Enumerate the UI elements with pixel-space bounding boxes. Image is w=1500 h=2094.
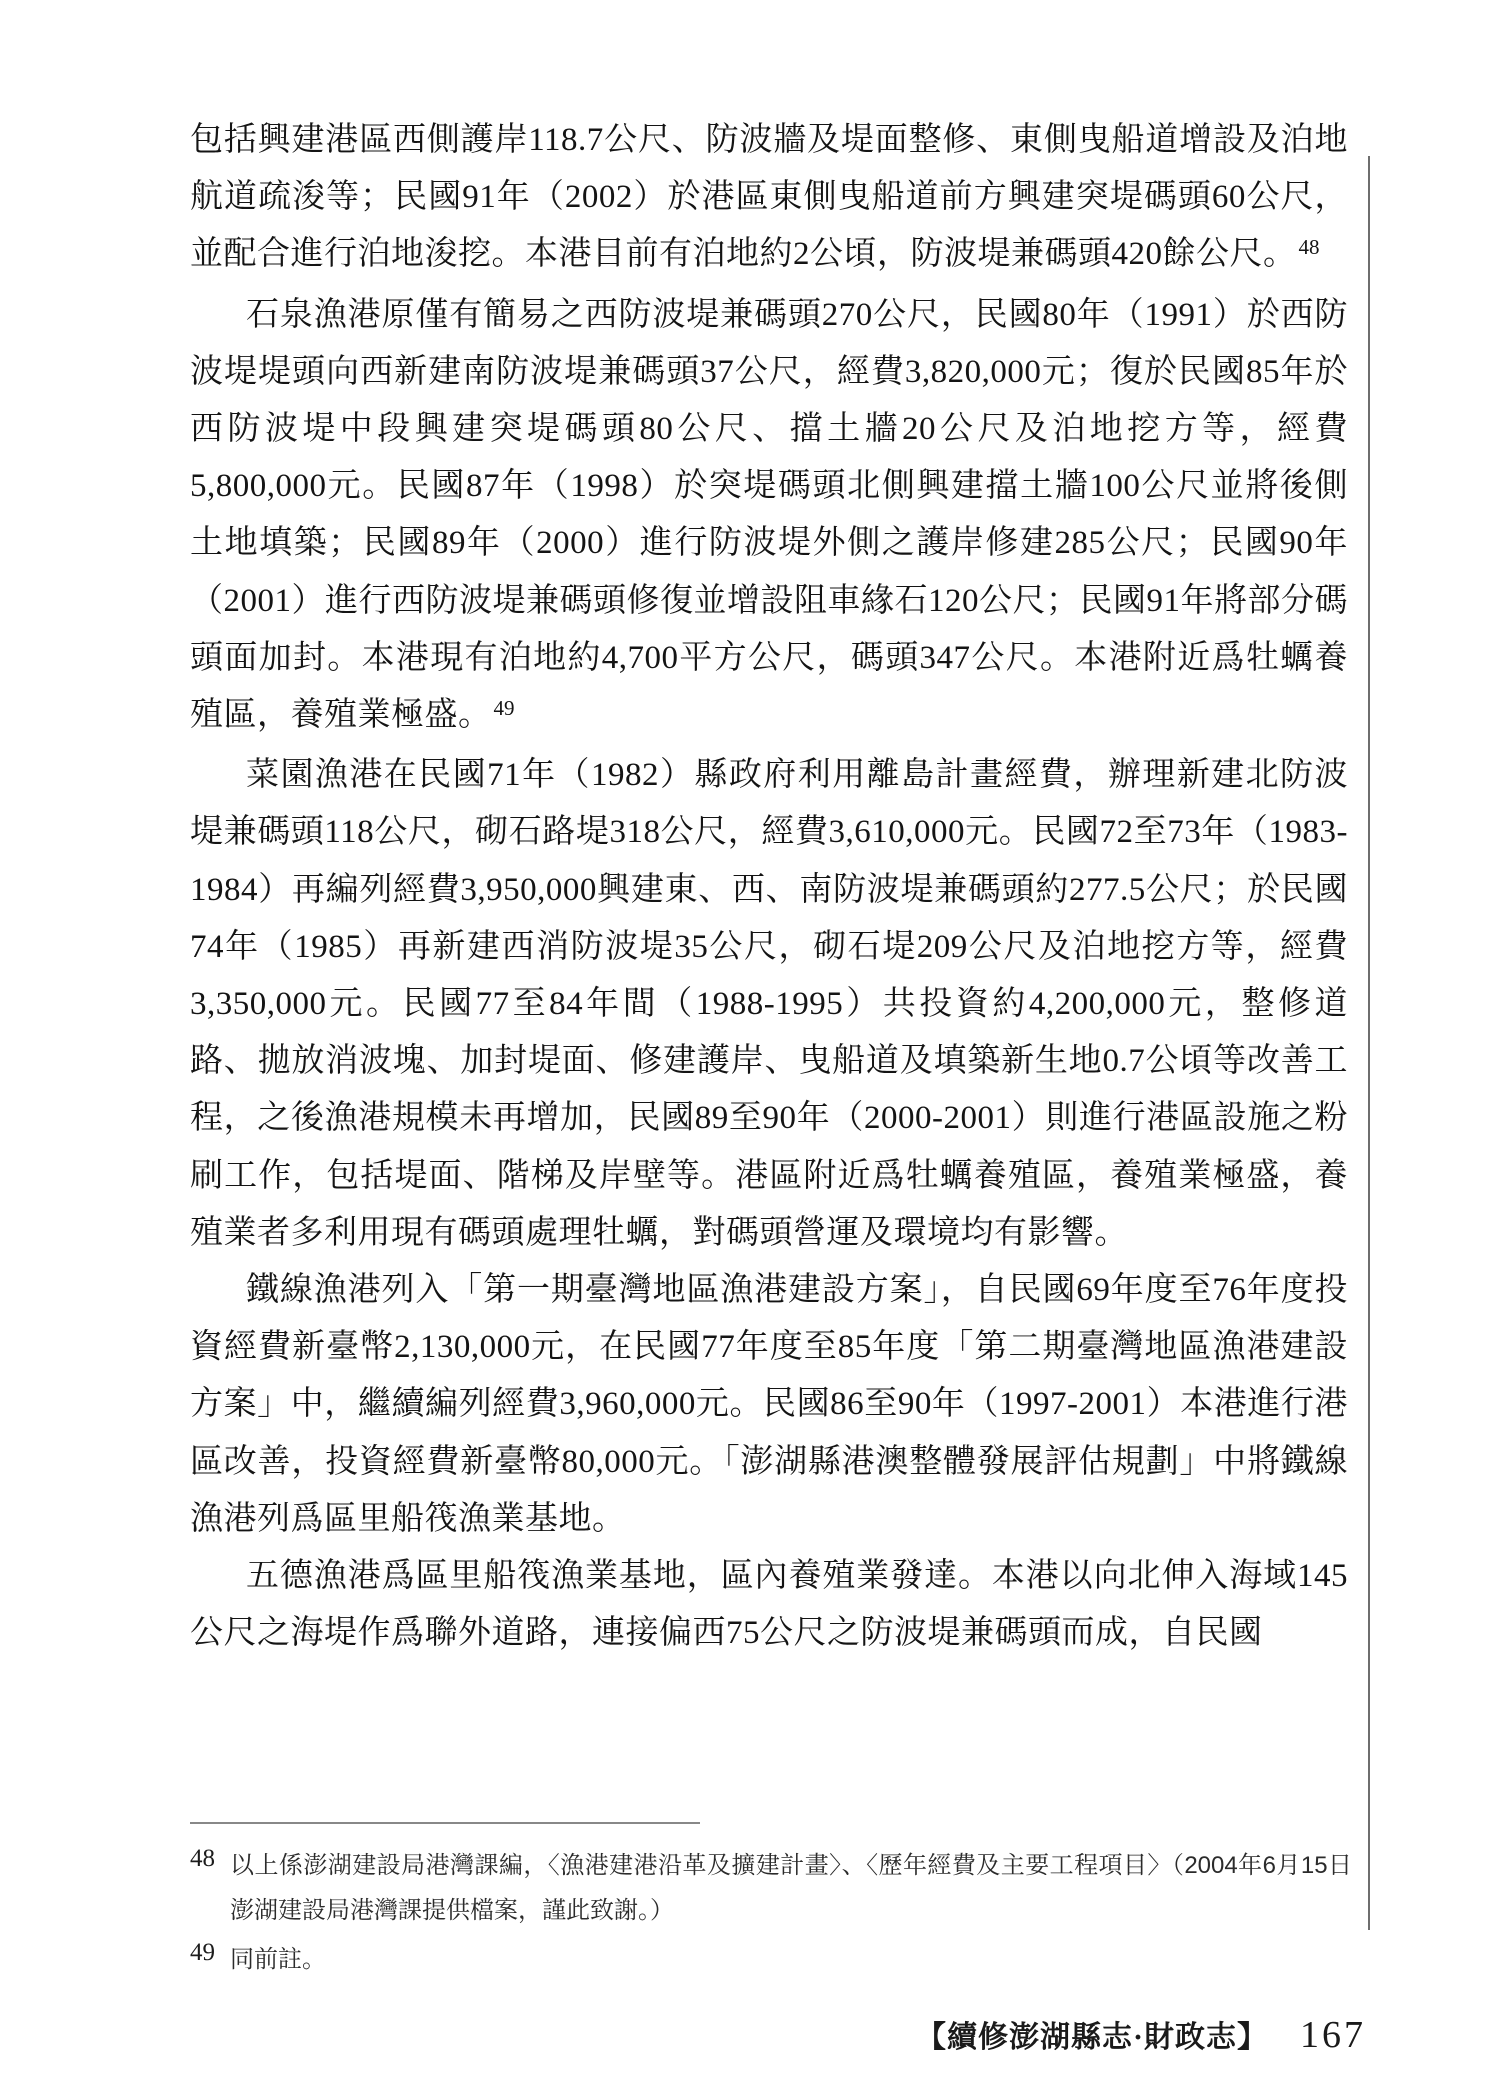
body-text	[190, 112, 1348, 1662]
body-paragraph	[190, 112, 1348, 287]
paragraph-text: 石泉漁港原僅有簡易之西防波堤兼碼頭270公尺，民國80年（1991）於西防波堤堤頭向西新建南防波堤兼碼頭37公尺，經費3,820,000元；復於民國85年於西防波堤中段興建突堤碼頭80公尺、擋土牆20公尺及泊地挖方等，經費5,800,000元。民國87年（1998）於突堤碼頭北側興建擋土牆100公尺並將後側土地填築；民國89年（2000）進行防波堤外側之護岸修建285公尺；民國90年（2001）進行西防波堤兼碼頭修復並增設阻車緣石120公尺；民國91年將部分碼頭面加封。本港現有泊地約4,700平方公尺，碼頭347公尺。本港附近爲牡蠣養殖區，養殖業極盛。	[190, 296, 1348, 734]
body-paragraph	[190, 1262, 1348, 1548]
footnote-marker: 48	[190, 1845, 215, 1872]
page-right-border	[1368, 156, 1370, 1930]
page-footer	[916, 2012, 1366, 2057]
page-number: 167	[1300, 2014, 1366, 2056]
footnote-ref-49: 49	[493, 695, 515, 720]
paragraph-text: 菜園漁港在民國71年（1982）縣政府利用離島計畫經費，辦理新建北防波堤兼碼頭118公尺，砌石路堤318公尺，經費3,610,000元。民國72至73年（1983-1984）再編列經費3,950,000興建東、西、南防波堤兼碼頭約277.5公尺；於民國74年（1985）再新建西消防波堤35公尺，砌石堤209公尺及泊地挖方等，經費3,350,000元。民國77至84年間（1988-1995）共投資約4,200,000元，整修道路、拋放消波塊、加封堤面、修建護岸、曳船道及填築新生地0.7公頃等改善工程，之後漁港規模未再增加，民國89至90年（2000-2001）則進行港區設施之粉刷工作，包括堤面、階梯及岸壁等。港區附近爲牡蠣養殖區，養殖業極盛，養殖業者多利用現有碼頭處理牡蠣，對碼頭營運及環境均有影響。	[190, 757, 1348, 1251]
footnote-48	[190, 1843, 1352, 1933]
body-paragraph	[190, 747, 1348, 1262]
footnote-marker: 49	[190, 1939, 215, 1966]
footnotes-section	[190, 1843, 1352, 1986]
body-paragraph	[190, 1548, 1348, 1662]
paragraph-text: 鐵線漁港列入「第一期臺灣地區漁港建設方案」，自民國69年度至76年度投資經費新臺幣2,130,000元，在民國77年度至85年度「第二期臺灣地區漁港建設方案」中，繼續編列經費3,960,000元。民國86至90年（1997-2001）本港進行港區改善，投資經費新臺幣80,000元。「澎湖縣港澳整體發展評估規劃」中將鐵線漁港列爲區里船筏漁業基地。	[190, 1272, 1348, 1537]
footnote-text: 以上係澎湖建設局港灣課編，〈漁港建港沿革及擴建計畫〉、〈歷年經費及主要工程項目〉（2004年6月15日澎湖建設局港灣課提供檔案，謹此致謝。）	[230, 1852, 1352, 1924]
body-paragraph	[190, 287, 1348, 748]
paragraph-text: 五德漁港爲區里船筏漁業基地，區內養殖業發達。本港以向北伸入海域145公尺之海堤作爲聯外道路，連接偏西75公尺之防波堤兼碼頭而成，自民國	[190, 1558, 1348, 1652]
footnote-text: 同前註。	[230, 1946, 326, 1973]
paragraph-text: 包括興建港區西側護岸118.7公尺、防波牆及堤面整修、東側曳船道增設及泊地航道疏浚等；民國91年（2002）於港區東側曳船道前方興建突堤碼頭60公尺，並配合進行泊地浚挖。本港目前有泊地約2公頃，防波堤兼碼頭420餘公尺。	[190, 122, 1348, 273]
footnote-divider	[190, 1822, 700, 1824]
book-title: 【續修澎湖縣志·財政志】	[915, 2021, 1268, 2054]
footnote-ref-48: 48	[1298, 234, 1320, 259]
footnote-49	[190, 1937, 1352, 1982]
